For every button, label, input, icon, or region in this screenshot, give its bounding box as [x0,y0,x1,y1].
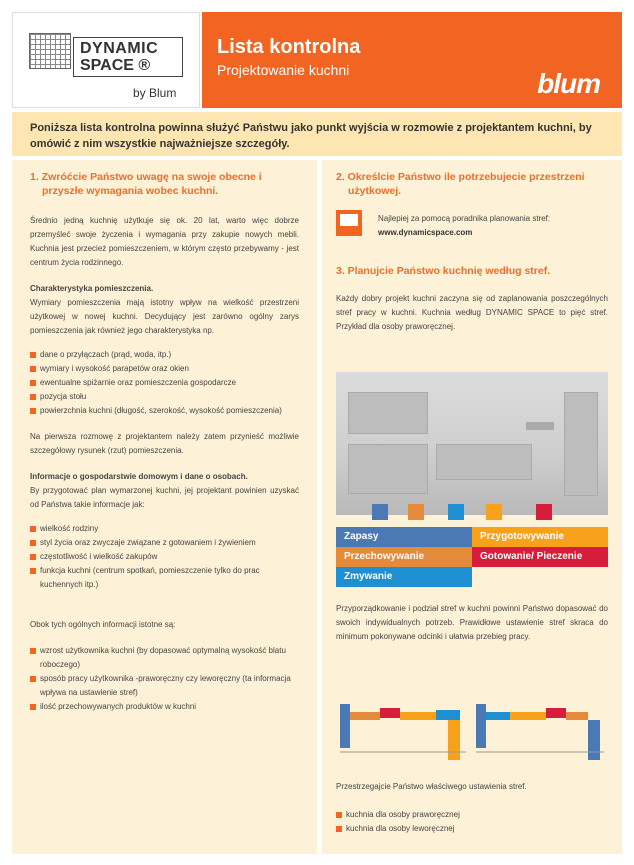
room-heading: Charakterystyka pomieszczenia. [30,284,154,293]
storage-zone-icon [372,504,388,520]
list-item: wielkość rodziny [30,522,299,536]
list-item: pozycja stołu [30,390,299,404]
list-item: funkcja kuchni (centrum spotkań, pomieszczenie tylko do prac kuchennych itp.) [30,564,299,592]
header-banner [202,12,622,108]
computer-icon [336,210,362,236]
zone-label: Przygotowywanie [472,527,608,547]
other-info-para: Obok tych ogólnych informacji istotne są: [30,620,176,629]
list-item: ewentualne spiżarnie oraz pomieszczenia gospodarcze [30,376,299,390]
logo-line2: SPACE ® [80,57,151,74]
list-item: wymiary i wysokość parapetów oraz okien [30,362,299,376]
list-item: sposób pracy użytkownika -praworęczny czy leworęczny (ta informacja wpływa na ustawienie stref) [30,672,299,700]
zone-label: Gotowanie/ Pieczenie [472,547,608,567]
grid-icon [29,33,71,69]
intro-text: Poniższa lista kontrolna powinna służyć Państwu jako punkt wyjścia w rozmowie z projektantem kuchni, by omówić z nim wszystkie najważniejsze szczegóły. [12,112,622,156]
website-link[interactable]: www.dynamicspace.com [378,228,473,237]
list-item: ilość przechowywanych produktów w kuchni [30,700,299,714]
zones-para: Przyporządkowanie i podział stref w kuchni powinni Państwo dopasować do swoich indywidualnych potrzeb. Prawidłowe ustawienie stref skraca do minimum pokonywane odcinki i ułatwia przebieg pracy. [336,604,608,641]
page-subtitle: Projektowanie kuchni [217,62,350,78]
list-item: dane o przyłączach (prąd, woda, itp.) [30,348,299,362]
section2-heading: 2. Określcie Państwo ile potrzebujecie przestrzeni użytkowej. [336,171,585,197]
tip-text: Najlepiej za pomocą poradnika planowania stref: [378,214,551,223]
section3-heading: 3. Planujcie Państwo kuchnię według stref. [336,265,551,277]
list-item: powierzchnia kuchni (długość, szerokość, wysokość pomieszczenia) [30,404,299,418]
household-para: By przygotować plan wymarzonej kuchni, jej projektant powinien uzyskać od Państwa takie informacje jak: [30,486,299,509]
logo-wordmark [73,37,183,77]
list-item: wzrost użytkownika kuchni (by dopasować optymalną wysokość blatu roboczego) [30,644,299,672]
list-item: kuchnia dla osoby praworęcznej [336,808,460,822]
blum-logo: blum [537,68,600,99]
section3-para: Każdy dobry projekt kuchni zaczyna się od zaplanowania poszczególnych stref pracy w kuchni. Kuchnia według DYNAMIC SPACE to pięć stref. Przykład dla osoby praworęcznej. [336,294,608,331]
zone-label: Przechowywanie [336,547,472,567]
section1-heading: 1. Zwróćcie Państwo uwagę na swoje obecne i przyszłe wymagania wobec kuchni. [30,171,262,197]
list-item: kuchnia dla osoby leworęcznej [336,822,460,836]
household-heading: Informacje o gospodarstwie domowym i dane o osobach. [30,472,248,481]
sink-zone-icon [448,504,464,520]
zone-label: Zapasy [336,527,472,547]
cooking-zone-icon [536,504,552,520]
right-column [322,160,622,854]
household-list [30,522,299,592]
room-list [30,348,299,418]
logo-line1: DYNAMIC [80,40,159,57]
zone-label: Zmywanie [336,567,472,587]
handedness-list [336,808,460,836]
by-blum: by Blum [133,86,177,100]
user-list [30,644,299,714]
room-para: Wymiary pomieszczenia mają istotny wpływ na wielkość przestrzeni użytkowej w nowej kuchni. Decydujący jest zarówno ogólny zarys pomieszczenia jak również jego charakterystyka np. [30,298,299,335]
kitchen-image [336,372,608,515]
section1-para1: Średnio jedną kuchnię użytkuje się ok. 20 lat, warto więc dobrze przemyśleć swoje życzenia i wymagania przy zakupie nowych mebli. Kuchnia jest przecież pomieszczeniem, w którym często przebywamy - jest centrum życia rodzinnego. [30,216,299,267]
prep-zone-icon [486,504,502,520]
zones-note: Przestrzegajcie Państwo właściwego ustawienia stref. [336,782,527,791]
consumables-zone-icon [408,504,424,520]
zone-layout-plans [336,682,608,762]
room-note: Na pierwsza rozmowę z projektantem należy zatem przynieść możliwie szczegółowy rysunek (rzut) pomieszczenia. [30,432,299,455]
page-title: Lista kontrolna [217,36,361,58]
zone-legend [336,527,608,587]
left-column [12,160,317,854]
list-item: styl życia oraz zwyczaje związane z gotowaniem i żywieniem [30,536,299,550]
dynamic-space-logo [12,12,200,108]
list-item: częstotliwość i wielkość zakupów [30,550,299,564]
